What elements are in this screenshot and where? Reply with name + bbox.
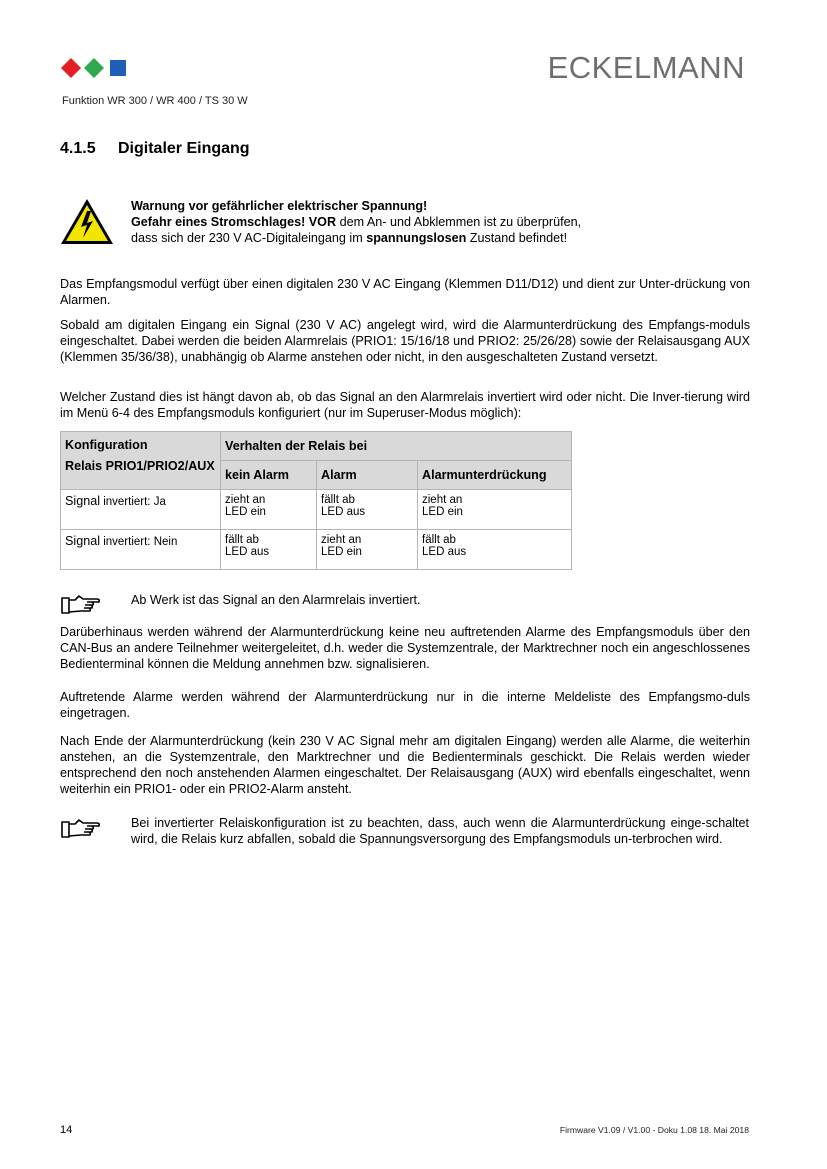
- table-cell: zieht an LED ein: [418, 490, 572, 530]
- table-cell: zieht an LED ein: [221, 490, 317, 530]
- table-cell-config: Signal invertiert: Nein: [61, 530, 221, 570]
- table-cell: zieht an LED ein: [317, 530, 418, 570]
- document-subtitle: Funktion WR 300 / WR 400 / TS 30 W: [62, 95, 248, 107]
- paragraph-2: Sobald am digitalen Eingang ein Signal (230 V AC) angelegt wird, wird die Alarmunterdrückung des Empfangs-moduls eingeschaltet. Dabei werden die beiden Alarmrelais (PRIO1: 15/16/18 und PRIO2: 25/26/28) sowie der Relaisausgang AUX (Klemmen 35/36/38), unabhängig ob Alarme anstehen oder nicht, in den ausgeschalteten Zustand versetzt.: [60, 318, 750, 364]
- company-logo-icon: [60, 57, 130, 79]
- paragraph-4: Darüberhinaus werden während der Alarmunterdrückung keine neu auftretenden Alarme des Empfangsmoduls über den CAN-Bus an andere Teilnehmer weitergeleitet, d.h. weder die Systemzentrale, der Marktrechner noch ein angeschlossenes Bedienterminal können die Meldung annehmen bzw. signalisieren.: [60, 625, 750, 671]
- pointing-hand-icon: [61, 594, 101, 616]
- pointing-hand-icon: [61, 818, 101, 840]
- brand-name: ECKELMANN: [547, 50, 745, 85]
- section-title: Digitaler Eingang: [118, 140, 250, 157]
- footer-info: Firmware V1.09 / V1.00 - Doku 1.08 18. Mai 2018: [559, 1125, 749, 1135]
- section-number: 4.1.5: [60, 140, 96, 157]
- high-voltage-warning-icon: [59, 197, 115, 247]
- warning-line-2: Gefahr eines Stromschlages! VOR dem An- und Abklemmen ist zu überprüfen,: [131, 215, 582, 229]
- table-cell: fällt ab LED aus: [418, 530, 572, 570]
- note-2: Bei invertierter Relaiskonfiguration ist zu beachten, dass, auch wenn die Alarmunterdrückung einge-schaltet wird, die Relais kurz abfallen, sobald die Spannungsversorgung des Empfangsmoduls un-terbrochen wird.: [131, 816, 749, 846]
- table-header-configuration: Konfiguration Relais PRIO1/PRIO2/AUX: [61, 432, 221, 490]
- paragraph-3: Welcher Zustand dies ist hängt davon ab, ob das Signal an den Alarmrelais invertiert wird oder nicht. Die Inver-tierung wird im Menü 6-4 des Empfangsmoduls konfiguriert (nur im Superuser-Modus möglich):: [60, 390, 750, 420]
- table-header-no-alarm: kein Alarm: [221, 461, 317, 490]
- table-header-alarm: Alarm: [317, 461, 418, 490]
- paragraph-6: Nach Ende der Alarmunterdrückung (kein 230 V AC Signal mehr am digitalen Eingang) werden alle Alarme, die weiterhin anstehen, an die Systemzentrale, den Marktrechner und die Bedienterminals geschickt. Die Relais werden wieder entsprechend den noch anstehenden Alarmen eingeschaltet. Der Relaisausgang (AUX) wird ebenfalls eingeschaltet, wenn weiterhin ein PRIO1- oder ein PRIO2-Alarm ansteht.: [60, 734, 750, 796]
- note-1: Ab Werk ist das Signal an den Alarmrelais invertiert.: [131, 593, 421, 607]
- paragraph-5: Auftretende Alarme werden während der Alarmunterdrückung nur in die interne Meldeliste des Empfangsmo-duls eingetragen.: [60, 690, 750, 720]
- table-cell-config: Signal invertiert: Ja: [61, 490, 221, 530]
- table-header-alarm-suppression: Alarmunterdrückung: [418, 461, 572, 490]
- warning-text: [131, 198, 751, 246]
- table-row: [61, 490, 572, 530]
- table-row: [61, 530, 572, 570]
- page-number: 14: [60, 1124, 73, 1136]
- table-cell: fällt ab LED aus: [317, 490, 418, 530]
- table-header-behavior: Verhalten der Relais bei: [221, 432, 572, 461]
- warning-line-1: Warnung vor gefährlicher elektrischer Spannung!: [131, 199, 428, 213]
- relais-table: [60, 431, 572, 570]
- warning-line-3: dass sich der 230 V AC-Digitaleingang im spannungslosen Zustand befindet!: [131, 231, 568, 245]
- section-heading: [60, 140, 250, 158]
- table-cell: fällt ab LED aus: [221, 530, 317, 570]
- paragraph-1: Das Empfangsmodul verfügt über einen digitalen 230 V AC Eingang (Klemmen D11/D12) und dient zur Unter-drückung von Alarmen.: [60, 277, 750, 307]
